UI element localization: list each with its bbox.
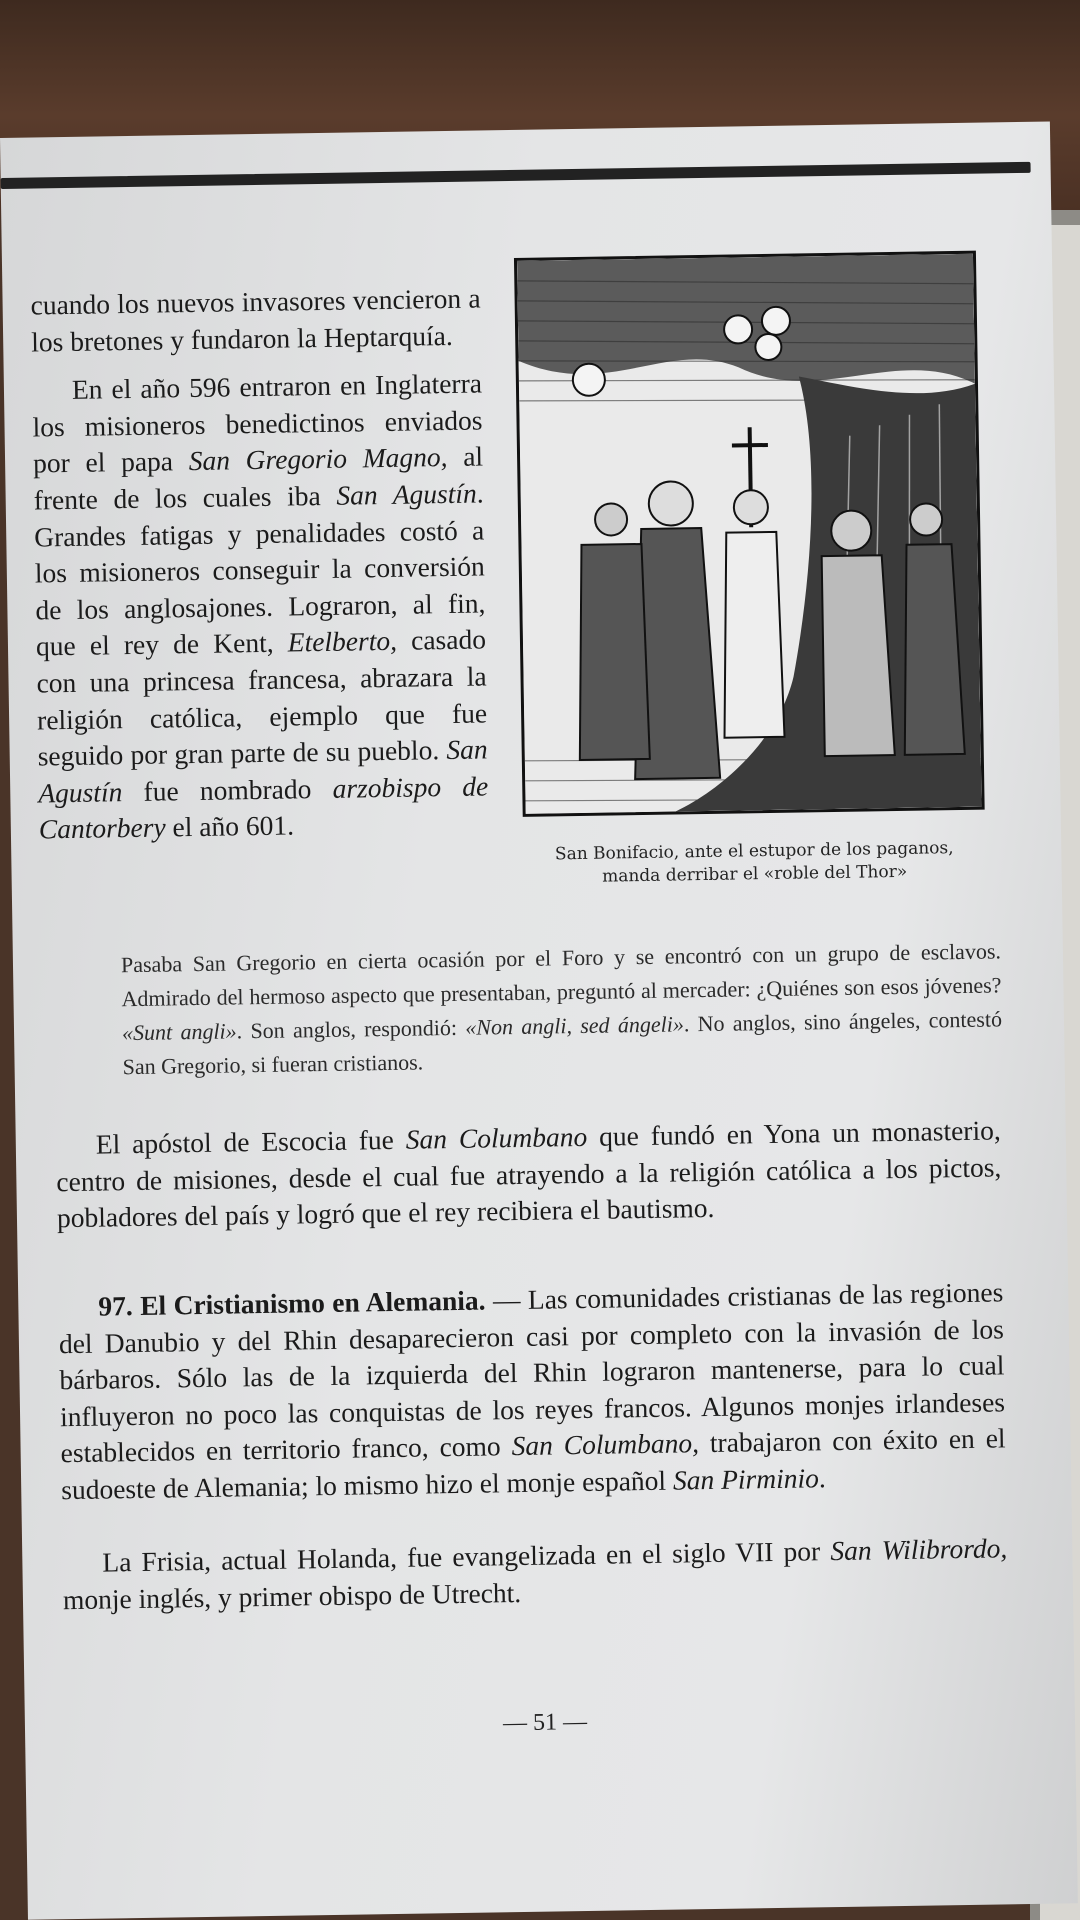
- italic-name: San Pirminio: [672, 1462, 820, 1496]
- engraving-svg: [517, 254, 982, 814]
- latin-phrase: «Sunt angli»: [121, 1018, 237, 1046]
- paragraph-heptarquia: [30, 280, 481, 360]
- italic-name: San Columbano,: [511, 1427, 700, 1462]
- text-span: trabajaron con éxito en el sudoeste de Alemania; lo mismo hizo el monje español: [60, 1422, 1006, 1506]
- latin-phrase: «Non angli, sed ángeli»: [465, 1011, 685, 1040]
- page-top-rule: [1, 162, 1031, 189]
- italic-name: Etelberto,: [287, 625, 398, 658]
- text-span: fue nombrado: [122, 772, 333, 807]
- italic-name: San Columbano: [405, 1120, 588, 1155]
- text-span: . Grandes fatigas y penalidades costó a los misioneros conseguir la conversión de los anglosajones. Lograron, al fin, que el rey de Kent,: [34, 477, 486, 662]
- text-span: El apóstol de Escocia fue: [95, 1123, 406, 1160]
- text-span: al frente de los cuales iba: [33, 440, 484, 516]
- italic-name: San Agustín: [38, 733, 488, 809]
- section-number: 97.: [98, 1290, 133, 1322]
- text-span: monje inglés, y primer obispo de Utrecht.: [62, 1576, 522, 1615]
- text-span: — Las comunidades cristianas de las regiones del Danubio y del Rhin desaparecieron casi por completo con la invasión de los bárbaros. Sólo las de la izquierda del Rhin lograron mantenerse, para lo cual influyeron no poco las conquistas de los reyes francos. Algunos monjes irlandeses establecidos en territorio franco, como: [58, 1276, 1006, 1469]
- caption-line-2: manda derribar el «roble del Thor»: [601, 861, 908, 887]
- figure-caption: [511, 836, 998, 890]
- quote-text: Pasaba San Gregorio en cierta ocasión por el Foro y se encontró con un grupo de esclavos. Admirado del hermoso aspecto que presentaban, preguntó al mercader: ¿Quiénes son esos jóvenes?: [120, 938, 1002, 1012]
- italic-name: San Wilibrordo,: [830, 1532, 1008, 1567]
- quote-text: . No anglos, sino ángeles, contestó San Gregorio, si fueran cristianos.: [122, 1006, 1003, 1080]
- caption-line-1: San Bonifacio, ante el estupor de los paganos,: [554, 838, 954, 865]
- section-97: [58, 1274, 1006, 1508]
- text-span: que fundó en Yona un monasterio, centro de misiones, desde el cual fue atrayendo a la religión católica a los pictos, pobladores del país y logró que el rey recibiera el bautismo.: [56, 1114, 1002, 1234]
- quote-text: . Son anglos, respondió:: [236, 1014, 466, 1044]
- text-span: La Frisia, actual Holanda, fue evangelizada en el siglo VII por: [102, 1535, 831, 1578]
- engraving-illustration: [514, 251, 985, 817]
- italic-name: San Agustín: [336, 477, 478, 511]
- page-number: — 51 —: [502, 1708, 588, 1737]
- section-title: El Cristianismo en Alemania.: [139, 1284, 486, 1321]
- paragraph-escocia: [56, 1112, 1003, 1237]
- text-span: .: [818, 1462, 826, 1494]
- text-span: el año 601.: [165, 809, 295, 843]
- left-column-text: [30, 280, 489, 848]
- paragraph-mission: [32, 366, 489, 849]
- paragraph-frisia: [62, 1530, 1008, 1618]
- italic-name: San Gregorio Magno,: [188, 441, 448, 477]
- italic-title: arzobispo de Cantorbery: [38, 770, 489, 845]
- paragraph-text: cuando los nuevos invasores vencieron a los bretones y fundaron la Heptarquía.: [30, 282, 481, 358]
- text-span: casado con una princesa francesa, abrazara la religión católica, ejemplo que fue seguido por gran parte de su pueblo.: [36, 623, 488, 772]
- text-span: En el año 596 entraron en Inglaterra los misioneros benedictinos enviados por el papa: [32, 367, 483, 479]
- book-page: [0, 122, 1078, 1920]
- anecdote-quote: [121, 934, 1003, 1084]
